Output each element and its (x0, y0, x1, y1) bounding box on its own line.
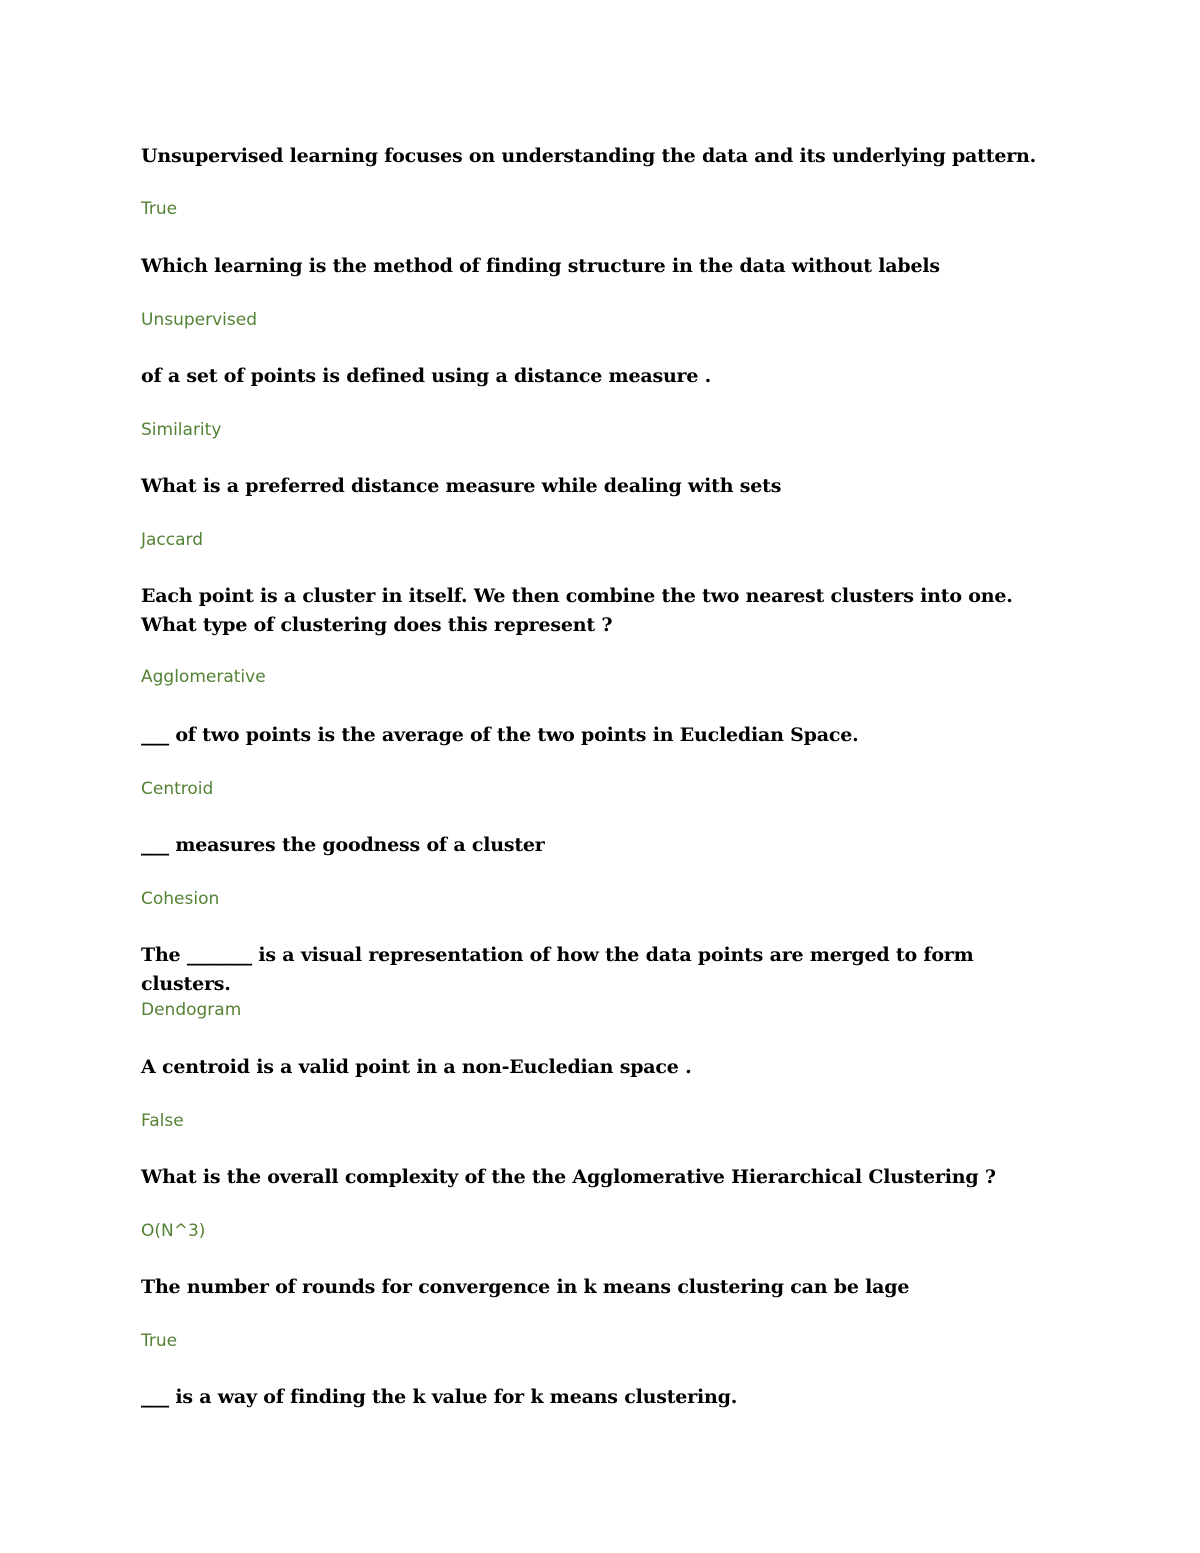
question-10: What is the overall complexity of the the Agglomerative Hierarchical Clustering ? (141, 1166, 996, 1188)
answer-7: Cohesion (141, 889, 220, 909)
question-8: The _______ is a visual representation of how the data points are merged to form clusters. (141, 944, 974, 995)
question-4: What is a preferred distance measure while dealing with sets (141, 475, 782, 497)
answer-6: Centroid (141, 779, 214, 799)
answer-5: Agglomerative (141, 667, 266, 687)
answer-10: O(N^3) (141, 1221, 206, 1241)
answer-1: True (141, 199, 178, 219)
answer-11: True (141, 1331, 178, 1351)
question-11: The number of rounds for convergence in k means clustering can be lage (141, 1276, 910, 1298)
question-5: Each point is a cluster in itself. We then combine the two nearest clusters into one. What type of clustering does this represent ? (141, 585, 1013, 636)
question-7: ___ measures the goodness of a cluster (141, 834, 545, 856)
question-3: of a set of points is defined using a distance measure . (141, 365, 712, 387)
question-1: Unsupervised learning focuses on understanding the data and its underlying pattern. (141, 145, 1037, 167)
question-12: ___ is a way of finding the k value for k means clustering. (141, 1386, 738, 1408)
question-6: ___ of two points is the average of the two points in Eucledian Space. (141, 724, 859, 746)
answer-4: Jaccard (141, 530, 204, 550)
question-9: A centroid is a valid point in a non-Eucledian space . (141, 1056, 692, 1078)
answer-3: Similarity (141, 420, 222, 440)
question-2: Which learning is the method of finding structure in the data without labels (141, 255, 940, 277)
answer-2: Unsupervised (141, 310, 257, 330)
answer-8: Dendogram (141, 1000, 242, 1020)
answer-9: False (141, 1111, 184, 1131)
